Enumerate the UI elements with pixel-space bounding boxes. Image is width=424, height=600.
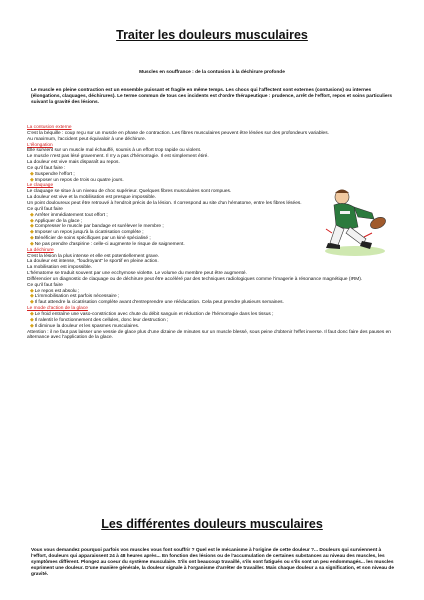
text-line: C'est la béquille : coup reçu sur un muscle en phase de contraction. Les fibres musculaires peuvent être lésées sur des profondeurs variables. — [27, 130, 329, 136]
text-line: La mobilisation est impossible. — [27, 265, 93, 271]
text-line: Ce qu'il faut faire : — [27, 165, 66, 171]
text-line: Le claquage se situe à un niveau de choc supérieur. Quelques fibres musculaires sont rompues. — [27, 189, 232, 195]
bullet-icon: ◆ — [30, 171, 34, 177]
list-item-text: Imposer un repos de trois ou quatre jours. — [34, 177, 124, 183]
list-item-text: Arrêter immédiatement tout effort ; — [34, 212, 108, 218]
section-heading-dechirure: La déchirure — [27, 247, 54, 253]
section-heading-elongation: L'élongation — [27, 142, 53, 148]
list-item-text: Le repos est absolu ; — [34, 288, 80, 294]
list-item-text: Le froid entraîne une vaso-constriction avec chute du débit sanguin et réduction de l'hémorragie dans les tissus ; — [34, 312, 274, 317]
list-item-text: Appliquer de la glace ; — [34, 218, 83, 224]
text-line: Au maximum, l'accident peut équivaloir à une déchirure. — [27, 136, 147, 142]
text-line: La douleur est intense, "foudroyant" le sportif en pleine action. — [27, 259, 159, 265]
text-line: Différencier un diagnostic de claquage ou de déchirure peut être accéléré par des techniques radiologiques comme l'imagerie à résonance magnétique (IRM). — [27, 276, 363, 282]
outro-paragraph: Vous vous demandez pourquoi parfois vos muscles vous font souffrir ? Quel est le mécanisme à l'origine de cette douleur ?... Douleurs qui surviennent à l'effort, douleurs qui apparaissent 24 à 48 heures après... En fonction des lésions ou de l'accumulation de certaines substances au niveau des muscles, les symptômes diffèrent. Plongez au coeur du système musculaire. S'ils ont beaucoup travaillé, s'ils sont fatigués ou s'ils sont un peu endommagés... les muscles expriment une douleur. D'une manière générale, la douleur signale à l'organisme d'arrêter de travailler. Mais chaque douleur a sa signification, et son niveau de gravité. — [31, 548, 395, 577]
list-item-text: Ne pas prendre d'aspirine : celle-ci augmente le risque de saignement. — [34, 241, 185, 247]
rugby-player-illustration — [320, 183, 390, 258]
text-line: Ce qu'il faut faire — [27, 282, 63, 288]
bullet-icon: ◆ — [30, 230, 34, 236]
section-heading-glace: Le mode d'action de la glace — [27, 306, 88, 312]
bullet-icon: ◆ — [30, 294, 34, 300]
intro-paragraph: Le muscle en pleine contraction est un ensemble puissant et fragile en même temps. Les chocs qui l'affectent sont externes (contusions) ou internes (élongations, claquages, déchirures). Le terme commun de tous ces incidents est d'ordre thérapeutique : prudence, arrêt de l'effort, repos et soins particuliers suivant la gravité des lésions. — [31, 88, 393, 105]
bullet-icon: ◆ — [30, 300, 34, 306]
section-heading-contusion: La contusion externe — [27, 125, 72, 130]
text-line: Attention : il ne faut pas laisser une vessie de glace plus d'une dizaine de minutes sur un muscle blessé, sous peine d'obtenir l'effet inverse. Il faut donc faire des pauses en alternance avec l'application de la glace. — [27, 329, 391, 341]
page-title: Traiter les douleurs musculaires — [116, 28, 308, 42]
text-line: Elle survient sur un muscle mal échauffé, soumis à un effort trop rapide ou violent. — [27, 148, 202, 154]
section-title-2: Les différentes douleurs musculaires — [101, 517, 323, 531]
text-line: Un point douloureux peut être retrouvé à l'endroit précis de la lésion. Il correspond au site d'un hématome, entre les fibres lésées. — [27, 200, 302, 206]
text-line: La douleur est vive et la mobilisation est presque impossible. — [27, 195, 157, 201]
bullet-icon: ◆ — [30, 224, 34, 230]
list-item-text: Bénéficier de soins spécifiques par un kiné spécialisé ; — [34, 236, 151, 242]
text-line: La douleur est vive mais disparaît au repos. — [27, 160, 120, 166]
bullet-icon: ◆ — [30, 236, 34, 242]
list-item-text: Imposer un repos jusqu'à la cicatrisation complète ; — [34, 230, 144, 236]
list-item-text: L'immobilisation est parfois nécessaire ; — [34, 294, 120, 300]
text-line: C'est la lésion la plus intense et elle est potentiellement grave. — [27, 253, 160, 259]
bullet-icon: ◆ — [30, 241, 34, 247]
text-line: Ce qu'il faut faire — [27, 206, 63, 212]
list-item-text: Compresser le muscle par bandage et surélever le membre ; — [34, 224, 164, 230]
bullet-icon: ◆ — [30, 177, 34, 183]
bullet-icon: ◆ — [30, 218, 34, 224]
bullet-icon: ◆ — [30, 288, 34, 294]
bullet-icon: ◆ — [30, 212, 34, 218]
list-item-text: Suspendre l'effort ; — [34, 171, 75, 177]
list-item-text: Il diminue la douleur et les spasmes musculaires. — [34, 323, 140, 329]
page-subtitle: Muscles en souffrance : de la contusion à la déchirure profonde — [139, 70, 285, 75]
text-line: L'hématome se traduit souvent par une ecchymose violette. Le volume du membre peut être augmenté. — [27, 271, 247, 277]
list-item-text: Il ralentit le fonctionnement des cellules, donc leur destruction ; — [34, 317, 169, 323]
bullet-icon: ◆ — [30, 312, 34, 317]
bullet-icon: ◆ — [30, 323, 34, 329]
text-line: Le muscle n'est pas lésé gravement. Il n'y a pas d'hémorragie. Il est simplement étiré. — [27, 154, 209, 160]
section-heading-claquage: Le claquage — [27, 183, 54, 189]
bullet-icon: ◆ — [30, 317, 34, 323]
list-item-text: Il faut attendre la cicatrisation complète avant d'entreprendre une rééducation. Cela peut prendre plusieurs semaines. — [34, 300, 284, 306]
